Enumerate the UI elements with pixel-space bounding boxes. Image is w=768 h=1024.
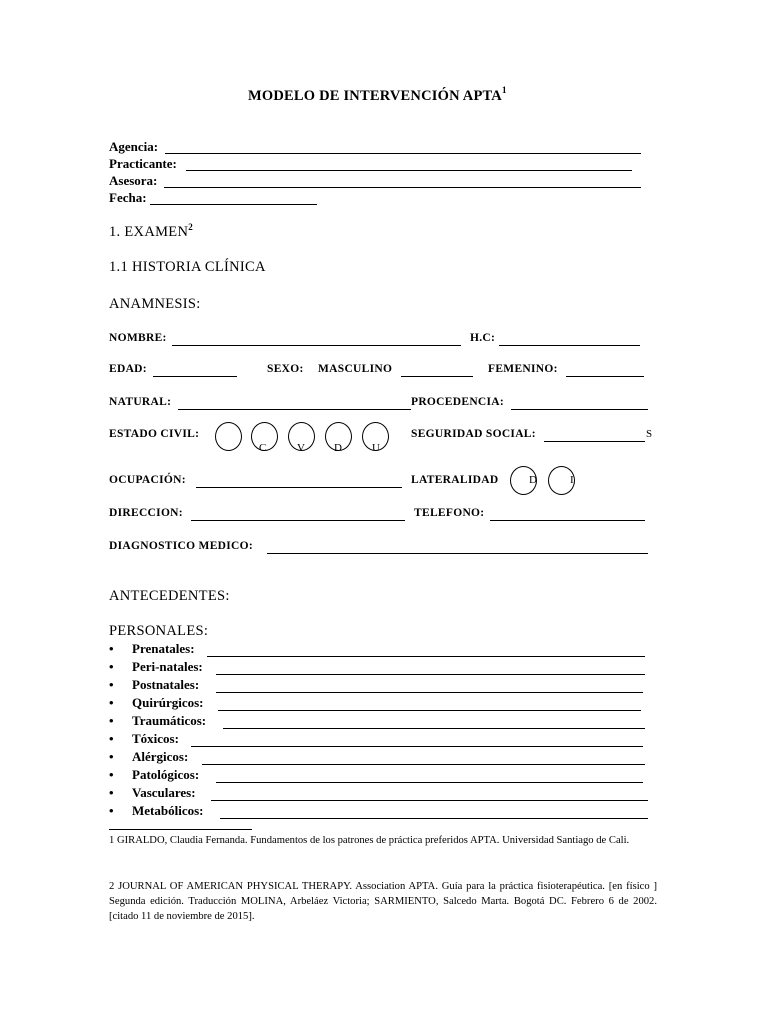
toxicos-field[interactable]: [191, 746, 643, 747]
femenino-field[interactable]: [566, 376, 644, 377]
bullet: •: [109, 785, 114, 800]
masculino-label: MASCULINO: [318, 363, 393, 375]
asesora-field[interactable]: [164, 187, 641, 188]
bullet: •: [109, 677, 114, 692]
bullet: •: [109, 641, 114, 656]
nombre-label: NOMBRE:: [109, 332, 167, 344]
edad-label: EDAD:: [109, 363, 147, 375]
list-item: [109, 731, 179, 748]
item-label: Peri-natales:: [132, 659, 203, 674]
estado-circle-blank[interactable]: [215, 422, 242, 451]
header-label-practicante: Practicante:: [109, 156, 177, 171]
alergicos-field[interactable]: [202, 764, 645, 765]
direccion-field[interactable]: [191, 520, 405, 521]
item-label: Prenatales:: [132, 641, 195, 656]
procedencia-field[interactable]: [511, 409, 648, 410]
header-label-agencia: Agencia:: [109, 139, 159, 154]
hc-label: H.C:: [470, 332, 496, 344]
edad-field[interactable]: [153, 376, 237, 377]
bullet: •: [109, 695, 114, 710]
metabolicos-field[interactable]: [220, 818, 648, 819]
seguridad-social-field[interactable]: [544, 441, 645, 442]
estado-option-v: V: [297, 442, 305, 454]
list-item: [109, 767, 199, 784]
bullet: •: [109, 803, 114, 818]
natural-field[interactable]: [178, 409, 411, 410]
section-examen-text: 1. EXAMEN: [109, 223, 189, 240]
list-item: [109, 695, 204, 712]
item-label: Tóxicos:: [132, 731, 179, 746]
list-item: [109, 659, 203, 676]
lateralidad-option-d: D: [529, 474, 537, 486]
seguridad-social-suffix: S: [646, 428, 653, 440]
section-examen-footnote-ref: 2: [188, 222, 194, 232]
bullet: •: [109, 659, 114, 674]
title-footnote-ref: 1: [501, 85, 507, 95]
list-item: [109, 713, 206, 730]
bullet: •: [109, 767, 114, 782]
list-item: [109, 641, 195, 658]
postnatales-field[interactable]: [216, 692, 643, 693]
item-label: Vasculares:: [132, 785, 196, 800]
estado-option-u: U: [372, 442, 380, 454]
antecedentes-heading: ANTECEDENTES:: [109, 588, 230, 604]
item-label: Quirúrgicos:: [132, 695, 204, 710]
bullet: •: [109, 713, 114, 728]
estado-civil-label: ESTADO CIVIL:: [109, 428, 200, 440]
footnote-2: 2 JOURNAL OF AMERICAN PHYSICAL THERAPY. Association APTA. Guía para la práctica fisioterapéutica. [en físico ] Segunda edición. Traducción MOLINA, Arbeláez Victoria; SARMIENTO, Salcedo Marta. Bogotá DC. Febrero 6 de 2002. [citado 11 de noviembre de 2015].: [109, 881, 657, 922]
item-label: Metabólicos:: [132, 803, 204, 818]
section-historia-clinica: 1.1 HISTORIA CLÍNICA: [109, 259, 266, 275]
direccion-label: DIRECCION:: [109, 507, 183, 519]
header-label-fecha: Fecha:: [109, 190, 147, 205]
femenino-label: FEMENINO:: [488, 363, 558, 375]
item-label: Traumáticos:: [132, 713, 207, 728]
quirurgicos-field[interactable]: [218, 710, 641, 711]
footnote-1: 1 GIRALDO, Claudia Fernanda. Fundamentos de los patrones de práctica preferidos APTA. Universidad Santiago de Cali.: [109, 835, 630, 846]
nombre-field[interactable]: [172, 345, 461, 346]
personales-heading: PERSONALES:: [109, 623, 209, 639]
anamnesis-heading: ANAMNESIS:: [109, 296, 201, 312]
traumaticos-field[interactable]: [223, 728, 645, 729]
seguridad-social-label: SEGURIDAD SOCIAL:: [411, 428, 536, 440]
bullet: •: [109, 731, 114, 746]
section-examen: [109, 222, 193, 241]
title-text: MODELO DE INTERVENCIÓN APTA: [248, 87, 502, 104]
natural-label: NATURAL:: [109, 396, 172, 408]
list-item: [109, 803, 203, 820]
footnote-separator: [109, 829, 252, 830]
estado-option-c: C: [259, 442, 267, 454]
agencia-field[interactable]: [165, 153, 641, 154]
practicante-field[interactable]: [186, 170, 632, 171]
ocupacion-label: OCUPACIÓN:: [109, 474, 186, 486]
list-item: [109, 677, 199, 694]
diagnostico-label: DIAGNOSTICO MEDICO:: [109, 540, 254, 552]
telefono-field[interactable]: [490, 520, 645, 521]
telefono-label: TELEFONO:: [414, 507, 485, 519]
fecha-field[interactable]: [150, 204, 317, 205]
ocupacion-field[interactable]: [196, 487, 402, 488]
masculino-field[interactable]: [401, 376, 473, 377]
list-item: [109, 785, 196, 802]
bullet: •: [109, 749, 114, 764]
estado-option-d: D: [334, 442, 342, 454]
procedencia-label: PROCEDENCIA:: [411, 396, 505, 408]
item-label: Postnatales:: [132, 677, 200, 692]
prenatales-field[interactable]: [207, 656, 645, 657]
item-label: Alérgicos:: [132, 749, 189, 764]
hc-field[interactable]: [499, 345, 640, 346]
list-item: [109, 749, 188, 766]
vasculares-field[interactable]: [211, 800, 648, 801]
perinatales-field[interactable]: [216, 674, 645, 675]
page-title: [248, 86, 507, 105]
item-label: Patológicos:: [132, 767, 200, 782]
patologicos-field[interactable]: [216, 782, 643, 783]
sexo-label: SEXO:: [267, 363, 304, 375]
lateralidad-label: LATERALIDAD: [411, 474, 499, 486]
diagnostico-field[interactable]: [267, 553, 648, 554]
header-label-asesora: Asesora:: [109, 173, 158, 188]
lateralidad-option-i: I: [570, 474, 574, 486]
